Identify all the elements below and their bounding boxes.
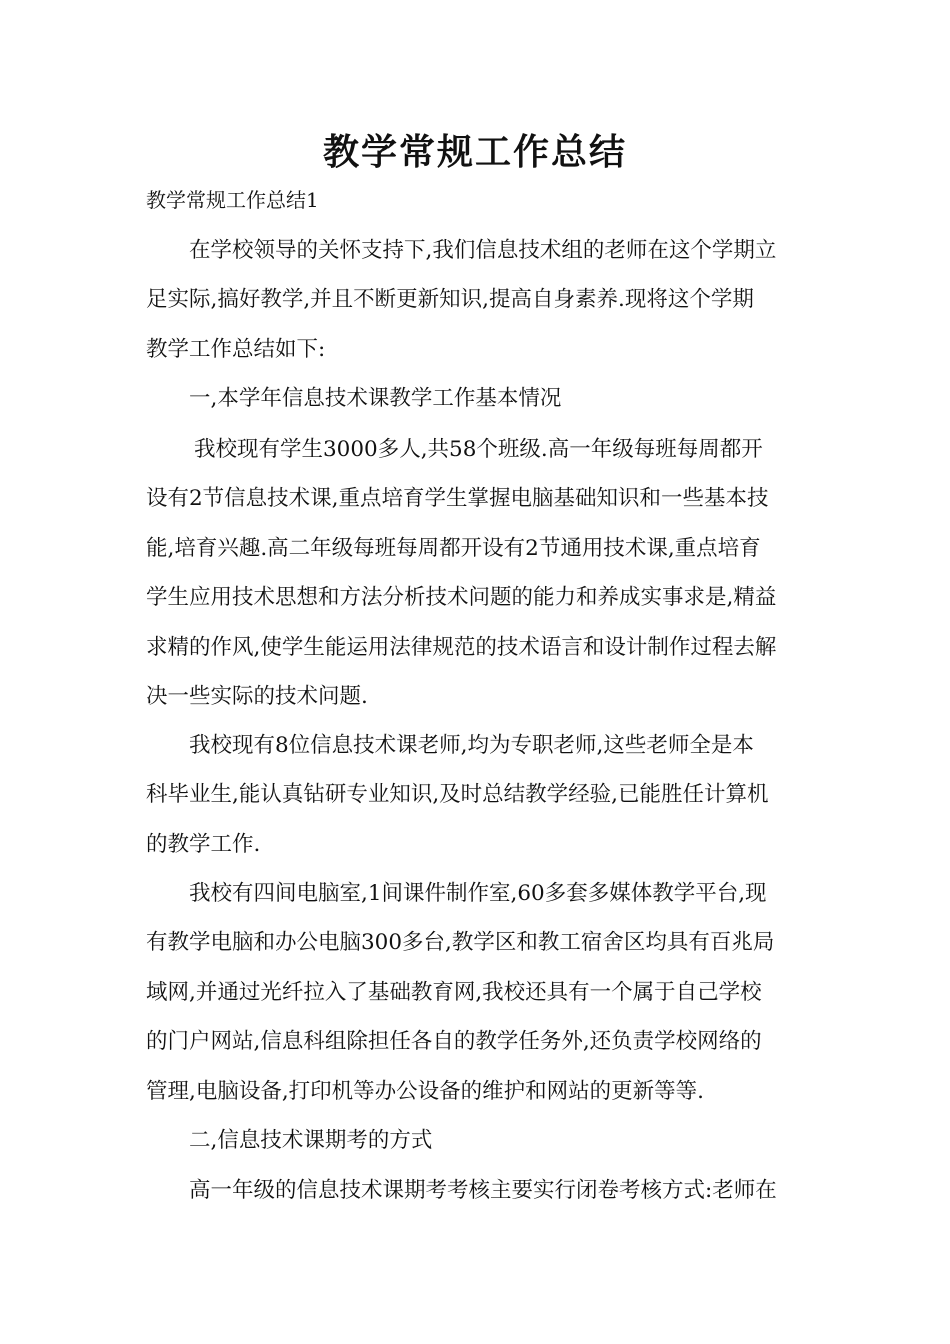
paragraph-basic-info [146,425,808,721]
paragraph-line: 学生应用技术思想和方法分析技术问题的能力和养成实事求是,精益 [146,585,777,611]
paragraph-line: 有教学电脑和办公电脑300多台,教学区和教工宿舍区均具有百兆局 [146,930,775,956]
paragraph-facilities [146,869,808,1116]
paragraph-line: 设有2节信息技术课,重点培育学生掌握电脑基础知识和一些基本技 [146,486,769,512]
paragraph-line: 在学校领导的关怀支持下,我们信息技术组的老师在这个学期立 [189,238,777,263]
paragraph-line: 我校有四间电脑室,1间课件制作室,60多套多媒体教学平台,现 [189,881,767,906]
section-heading-1 [146,374,808,423]
paragraph-line: 管理,电脑设备,打印机等办公设备的维护和网站的更新等等. [146,1078,705,1104]
paragraph-line: 科毕业生,能认真钻研专业知识,及时总结教学经验,已能胜任计算机 [146,782,769,808]
section-heading-line: 二,信息技术课期考的方式 [189,1128,433,1153]
paragraph-line: 的教学工作. [146,831,261,857]
paragraph-line: 我校现有8位信息技术课老师,均为专职老师,这些老师全是本 [189,733,754,758]
paragraph-line: 我校现有学生3000多人,共58个班级.高一年级每班每周都开 [194,437,763,462]
paragraph-line: 决一些实际的技术问题. [146,684,368,710]
paragraph-exam-method [146,1166,808,1215]
document-subtitle: 教学常规工作总结1 [146,188,319,212]
paragraph-line: 的门户网站,信息科组除担任各自的教学任务外,还负责学校网络的 [146,1029,762,1055]
paragraph-line: 教学工作总结如下: [146,336,326,362]
paragraph-teachers [146,721,808,869]
paragraph-line: 高一年级的信息技术课期考考核主要实行闭卷考核方式:老师在 [189,1178,777,1203]
paragraph-line: 求精的作风,使学生能运用法律规范的技术语言和设计制作过程去解 [146,634,777,660]
document-title: 教学常规工作总结 [322,131,627,173]
paragraph-line: 足实际,搞好教学,并且不断更新知识,提高自身素养.现将这个学期 [146,287,754,313]
paragraph-line: 能,培育兴趣.高二年级每班每周都开设有2节通用技术课,重点培育 [146,535,761,561]
paragraph-intro [146,226,808,374]
paragraph-line: 域网,并通过光纤拉入了基础教育网,我校还具有一个属于自己学校 [146,979,762,1005]
section-heading-line: 一,本学年信息技术课教学工作基本情况 [189,386,562,411]
section-heading-2 [146,1116,808,1165]
